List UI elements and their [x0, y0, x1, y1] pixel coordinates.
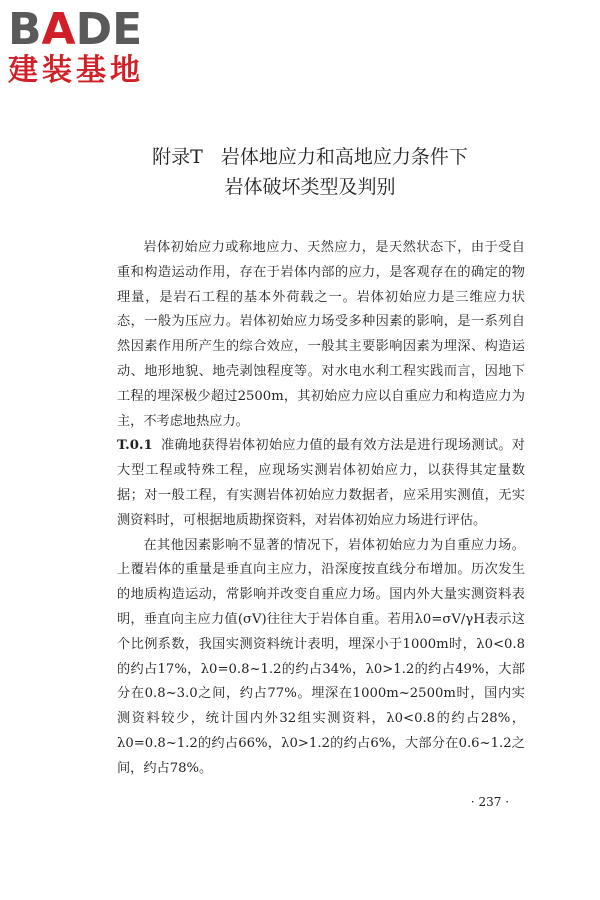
clause-number: T.0.1: [117, 438, 153, 454]
title-line-1-text: 岩体地应力和高地应力条件下: [220, 146, 468, 168]
appendix-label: 附录T: [152, 146, 203, 168]
logo-letter-a-accent: A: [41, 4, 76, 55]
appendix-title: [0, 142, 600, 202]
body-text: [117, 236, 525, 782]
logo-letter-b: B: [8, 4, 42, 55]
logo-letters-de: DE: [75, 4, 143, 55]
page-number: · 237 ·: [470, 795, 510, 809]
title-line-2: 岩体破坏类型及判别: [224, 176, 396, 198]
paragraph-gravity-stress: 在其他因素影响不显著的情况下，岩体初始应力为自重应力场。上覆岩体的重量是垂直向主应力，沿深度按直线分布增加。历次发生的地质构造运动，常影响并改变自重应力场。国内外大量实测资料表明，垂直向主应力值(σV)往往大于岩体自重。若用λ0=σV/γH表示这个比例系数，我国实测资料统计表明，埋深小于1000m时，λ0<0.8的约占17%，λ0=0.8~1.2的约占34%，λ0>1.2的约占49%，大部分在0.8~3.0之间，约占77%。埋深在1000m~2500m时，国内实测资料较少，统计国内外32组实测资料，λ0<0.8的约占28%，λ0=0.8~1.2的约占66%，λ0>1.2的约占6%，大部分在0.6~1.2之间，约占78%。: [117, 537, 525, 776]
clause-t-0-1: [117, 434, 525, 533]
bade-logo: [8, 6, 178, 88]
logo-subtitle: 建装基地: [8, 53, 144, 88]
paragraph-intro: 岩体初始应力或称地应力、天然应力，是天然状态下，由于受自重和构造运动作用，存在于岩体内部的应力，是客观存在的确定的物理量，是岩石工程的基本外荷载之一。岩体初始应力是三维应力状态，一般为压应力。岩体初始应力场受多种因素的影响，是一系列自然因素作用所产生的综合效应，一般其主要影响因素为埋深、构造运动、地形地貌、地壳剥蚀程度等。对水电水利工程实践而言，因地下工程的埋深极少超过2500m，其初始应力应以自重应力和构造应力为主，不考虑地热应力。: [117, 240, 525, 429]
clause-text: 准确地获得岩体初始应力值的最有效方法是进行现场测试。对大型工程或特殊工程，应现场实测岩体初始应力，以获得其定量数据；对一般工程，有实测岩体初始应力数据者，应采用实测值，无实测资料时，可根据地质勘探资料，对岩体初始应力场进行评估。: [117, 438, 525, 528]
logo-wordmark: [8, 6, 178, 54]
title-line-1: [0, 142, 600, 172]
